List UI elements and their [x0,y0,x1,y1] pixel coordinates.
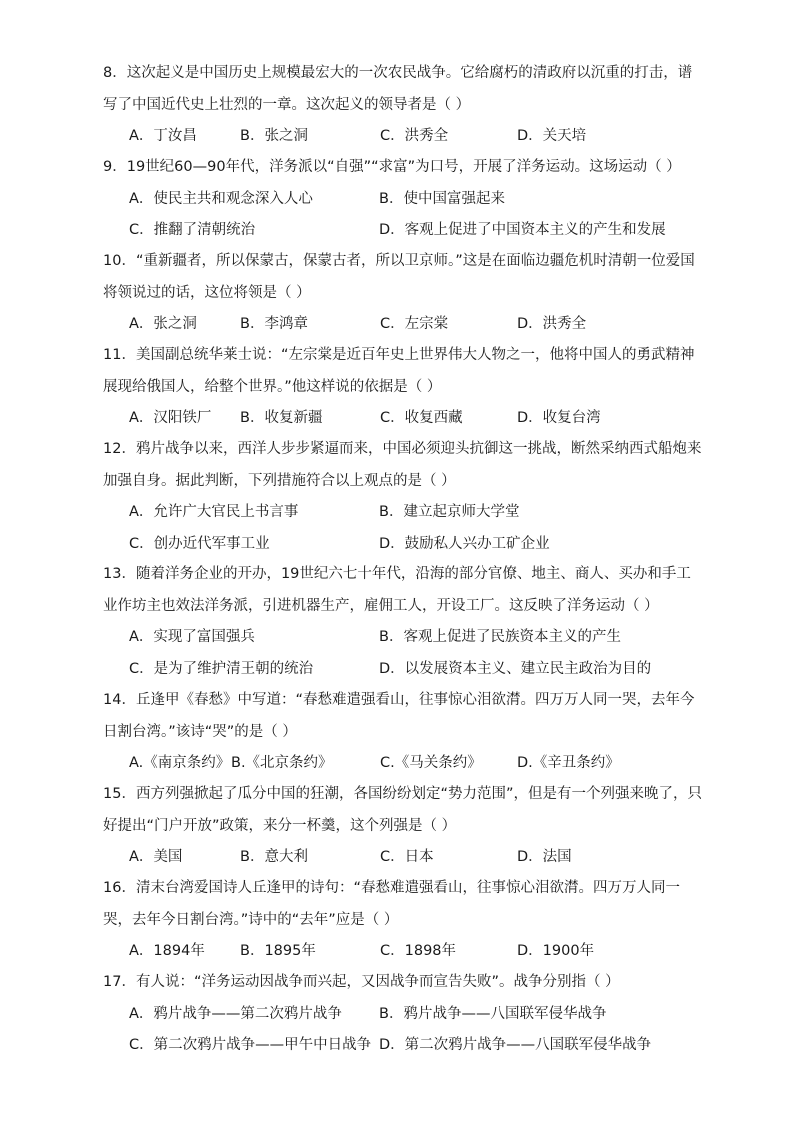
question-stem: 10．“重新疆者，所以保蒙古，保蒙古者，所以卫京师。”这是在面临边疆危机时清朝一位爱国将领说过的话，这位将领是（ ） [103,253,695,301]
option-rows [103,184,703,247]
question-stem: 14．丘逢甲《春愁》中写道：“春愁难遣强看山，往事惊心泪欲潸。四万万人同一哭，去年今日割台湾。”该诗“哭”的是（ ） [103,692,695,740]
option-d: D．第二次鸦片战争——八国联军侵华战争 [379,1037,652,1053]
option-d: D．以发展资本主义、建立民主政治为目的 [379,660,652,677]
option-d: D．关天培 [517,128,587,144]
option-a: A．1894年 [129,943,205,959]
option-b: B．客观上促进了民族资本主义的产生 [379,629,621,645]
option-row [103,403,703,435]
option-b: B．张之洞 [240,128,308,144]
option-a: A．美国 [129,849,183,865]
question-stem: 17．有人说：“洋务运动因战争而兴起，又因战争而宣告失败”。战争分别指（ ） [103,974,620,990]
option-a: A．鸦片战争——第二次鸦片战争 [129,1005,342,1022]
option-row [103,842,703,874]
question-15 [103,779,703,874]
option-d: D．洪秀全 [517,316,587,332]
option-row [103,748,703,780]
option-b: B．使中国富强起来 [379,190,505,207]
question-stem: 11．美国副总统华莱士说：“左宗棠是近百年史上世界伟大人物之一，他将中国人的勇武精神展现给俄国人，给整个世界。”他这样说的依据是（ ） [103,347,695,395]
option-c: C．推翻了清朝统治 [129,222,256,238]
option-d: D．法国 [517,849,572,865]
option-c: C．日本 [380,849,434,865]
question-9 [103,152,703,247]
option-c: C．收复西藏 [380,410,463,426]
option-a: A．丁汝昌 [129,128,197,144]
option-b: B．建立起京师大学堂 [379,504,520,520]
option-b: B．意大利 [240,849,308,865]
question-8 [103,58,703,153]
option-d: D．1900年 [517,943,595,959]
option-a: A.《南京条约》 [129,755,231,771]
option-rows [103,999,703,1062]
option-d: D．鼓励私人兴办工矿企业 [379,535,550,552]
option-c: C．是为了维护清王朝的统治 [129,660,314,677]
question-13 [103,559,703,685]
option-row [103,936,703,968]
question-stem: 12．鸦片战争以来，西洋人步步紧逼而来，中国必须迎头抗御这一挑战，断然采纳西式船炮来加强自身。据此判断，下列措施符合以上观点的是（ ） [103,441,702,489]
question-stem: 13．随着洋务企业的开办，19世纪六七十年代，沿海的部分官僚、地主、商人、买办和手工业作坊主也效法洋务派，引进机器生产，雇佣工人，开设工厂。这反映了洋务运动（ ） [103,566,691,614]
question-stem: 16．清末台湾爱国诗人丘逢甲的诗句：“春愁难遣强看山，往事惊心泪欲潸。四万万人同一哭，去年今日割台湾。”诗中的“去年”应是（ ） [103,880,680,928]
option-c: C．1898年 [380,943,457,959]
option-a: A．张之洞 [129,316,197,332]
question-11 [103,340,703,435]
option-b: B．收复新疆 [240,410,323,426]
option-a: A．允许广大官民上书言事 [129,504,299,520]
option-c: C.《马关条约》 [380,755,482,771]
option-b: B．鸦片战争——八国联军侵华战争 [379,1005,607,1022]
option-a: A．汉阳铁厂 [129,410,212,426]
option-row [103,309,703,341]
question-stem: 9．19世纪60—90年代，洋务派以“自强”“求富”为口号，开展了洋务运动。这场运动（ ） [103,159,681,175]
question-stem: 15．西方列强掀起了瓜分中国的狂潮，各国纷纷划定“势力范围”，但是有一个列强来晚了，只好提出“门户开放”政策，来分一杯羹，这个列强是（ ） [103,786,702,834]
option-d: D．客观上促进了中国资本主义的产生和发展 [379,222,666,238]
question-12 [103,434,703,560]
question-stem: 8．这次起义是中国历史上规模最宏大的一次农民战争。它给腐朽的清政府以沉重的打击，谱写了中国近代史上壮烈的一章。这次起义的领导者是（ ） [103,65,693,113]
question-14 [103,685,703,780]
option-a: A．使民主共和观念深入人心 [129,190,313,207]
option-c: C．第二次鸦片战争——甲午中日战争 [129,1037,372,1053]
option-b: B.《北京条约》 [231,755,333,771]
question-16 [103,873,703,968]
option-d: D．收复台湾 [517,410,601,426]
option-row [103,121,703,153]
option-b: B．李鸿章 [240,316,308,332]
option-a: A．实现了富国强兵 [129,629,255,645]
option-c: C．创办近代军事工业 [129,535,270,552]
question-17 [103,967,703,1062]
option-rows [103,497,703,560]
option-c: C．洪秀全 [380,128,449,144]
option-c: C．左宗棠 [380,316,449,332]
option-b: B．1895年 [240,943,316,959]
option-d: D.《辛丑条约》 [517,755,620,771]
question-10 [103,246,703,341]
option-rows [103,622,703,685]
